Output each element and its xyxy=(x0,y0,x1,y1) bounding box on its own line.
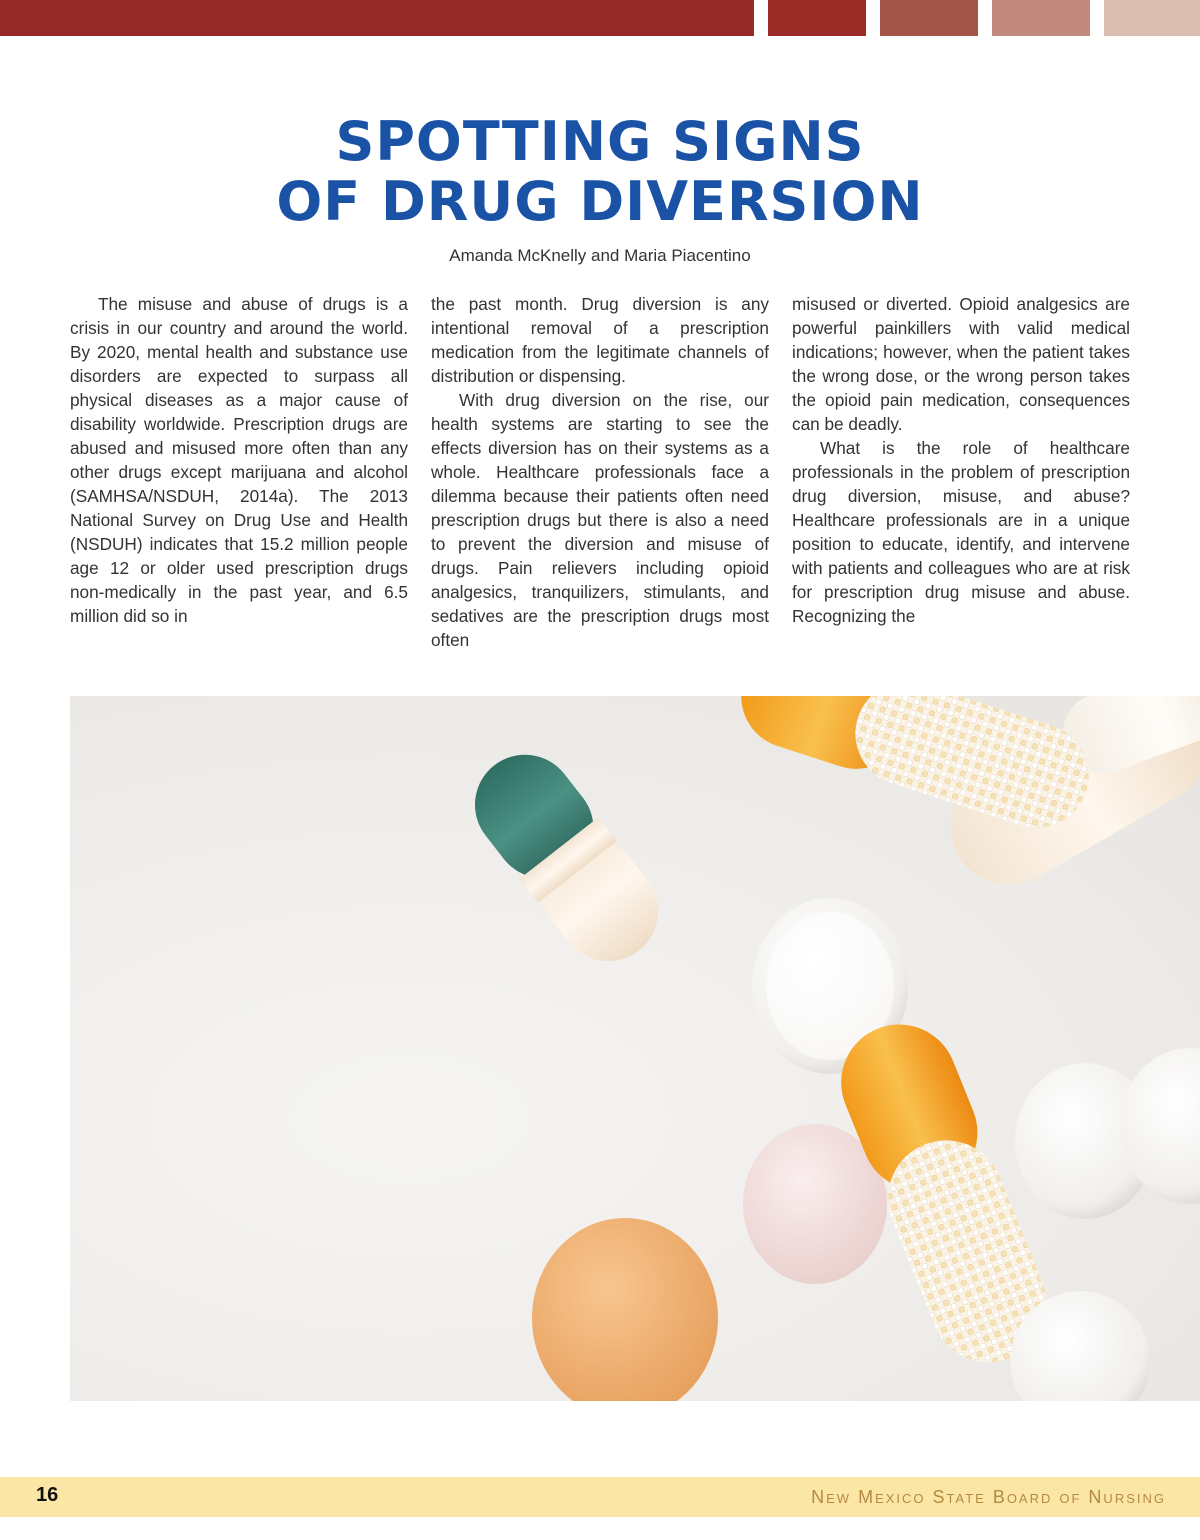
teal-capsule xyxy=(455,735,678,982)
paragraph: the past month. Drug diversion is any intentional removal of a prescription medication from the legitimate channels of distribution or dispensing. xyxy=(431,294,769,386)
text-column-1 xyxy=(70,292,408,652)
paragraph: misused or diverted. Opioid analgesics are powerful painkillers with valid medical indications; however, when the patient takes the wrong dose, or the wrong person takes the opioid pain medication, consequences can be deadly. xyxy=(792,294,1130,434)
article-body xyxy=(70,292,1130,652)
article-title-line1: SPOTTING SIGNS xyxy=(335,110,865,173)
top-bar-main xyxy=(0,0,754,36)
article-title xyxy=(0,112,1200,232)
publication-name: New Mexico State Board of Nursing xyxy=(811,1487,1166,1507)
top-bar-block-4 xyxy=(1104,0,1200,36)
orange-capsule-top xyxy=(728,696,1103,841)
page-number: 16 xyxy=(36,1484,59,1506)
text-column-3 xyxy=(792,292,1130,652)
pills-illustration xyxy=(70,696,1200,1401)
article-authors: Amanda McKnelly and Maria Piacentino xyxy=(449,246,751,265)
page-footer xyxy=(0,1477,1200,1517)
top-color-bars xyxy=(0,0,1200,36)
article-title-line2: OF DRUG DIVERSION xyxy=(276,170,924,233)
paragraph: With drug diversion on the rise, our health systems are starting to see the effects diversion has on their systems as a whole. Healthcare professionals face a dilemma because their patients often need prescription drugs but there is also a need to prevent the diversion and misuse of drugs. Pain relievers including opioid analgesics, tranquilizers, stimulants, and sedatives are the prescription drugs most often xyxy=(431,390,769,650)
top-bar-block-2 xyxy=(880,0,978,36)
paragraph: What is the role of healthcare professionals in the problem of prescription drug diversion, misuse, and abuse? Healthcare professionals are in a unique position to educate, identify, and intervene with patients and colleagues who are at risk for prescription drug misuse and abuse. Recognizing the xyxy=(792,438,1130,626)
top-bar-block-1 xyxy=(768,0,866,36)
top-bar-block-3 xyxy=(992,0,1090,36)
text-column-2 xyxy=(431,292,769,652)
pills-photo xyxy=(70,696,1200,1401)
paragraph: The misuse and abuse of drugs is a crisis in our country and around the world. By 2020, mental health and substance use disorders are expected to surpass all physical diseases as a major cause of disability worldwide. Prescription drugs are abused and misused more often than any other drugs except marijuana and alcohol (SAMHSA/NSDUH, 2014a). The 2013 National Survey on Drug Use and Health (NSDUH) indicates that 15.2 million people age 12 or older used prescription drugs non-medically in the past year, and 6.5 million did so in xyxy=(70,294,408,626)
